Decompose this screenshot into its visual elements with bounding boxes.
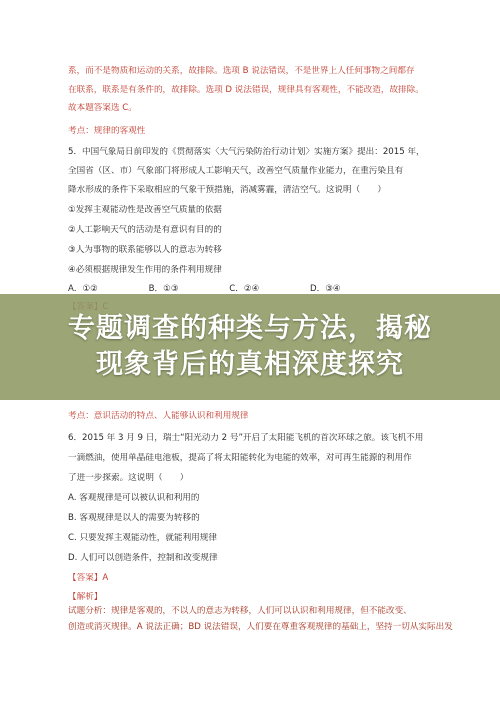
text-line: 5．中国气象局日前印发的《贯彻落实〈大气污染防治行动计划〉实施方案》提出：2015 年， [68, 147, 425, 157]
option-c: C．②④ [229, 284, 260, 294]
text-line: D. 人们可以创造条件，控制和改变规律 [68, 553, 218, 563]
text-line: ④必须根据规律发生作用的条件利用规律 [68, 265, 222, 275]
text-line: ②人工影响天气的活动是有意识有目的的 [68, 225, 222, 235]
text-line: ③人为事物的联系能够以人的意志为转移 [68, 245, 222, 255]
text-line: 考点：规律的客观性 [68, 126, 146, 136]
option-a: A．①② [68, 284, 98, 294]
text-line: 试题分析：规律是客观的，不以人的意志为转移，人们可以认识和利用规律，但不能改变、 [68, 606, 412, 616]
text-line: 在联系，联系是有条件的，故排除。选项 D 说法错误，规律具有客观性，不能改造，故排除。 [68, 85, 424, 95]
text-line: C. 只要发挥主观能动性，就能利用规律 [68, 533, 217, 543]
banner-title-line1: 专题调查的种类与方法，揭秘 [68, 313, 432, 344]
text-line: 系，而不是物质和运动的关系，故排除。选项 B 说法错误，不是世界上人任何事物之间都存 [68, 66, 415, 76]
text-line: 了进一步探索。这说明（ ） [68, 473, 189, 483]
banner-title-line2: 现象背后的真相深度探究 [96, 349, 404, 380]
text-line: A. 客观规律是可以被认识和利用的 [68, 493, 200, 503]
text-line: 一滴燃油，使用单晶硅电池板，提高了将太阳能转化为电能的效率，对可再生能源的利用作 [68, 453, 412, 463]
text-line: 创造或消灭规律。A 说法正确；BD 说法错误，人们要在尊重客观规律的基础上，坚持一切从实际出发 [68, 622, 453, 632]
text-line: 【答案】A [68, 573, 109, 583]
text-line: 全国省（区、市）气象部门将形成人工影响天气，改善空气质量作业能力，在重污染且有 [68, 166, 404, 176]
option-d: D．③④ [310, 284, 341, 294]
text-line: ①发挥主观能动性是改善空气质量的依据 [68, 205, 222, 215]
text-line: 6．2015 年 3 月 9 日，瑞士“阳光动力 2 号”开启了太阳能飞机的首次环球之旅。该飞机不用 [68, 433, 424, 443]
text-line: B. 客观规律是以人的需要为转移的 [68, 513, 200, 523]
text-line: 考点：意识活动的特点、人能够认识和利用规律 [68, 411, 249, 421]
option-b: B．①③ [148, 284, 179, 294]
text-line: 【解析】 [68, 592, 103, 602]
title-banner [0, 294, 500, 400]
text-line: 故本题答案选 C。 [68, 103, 137, 113]
text-line: 降水形成的条件下采取相应的气象干预措施，消减雾霾，清洁空气。这说明（ ） [68, 185, 386, 195]
